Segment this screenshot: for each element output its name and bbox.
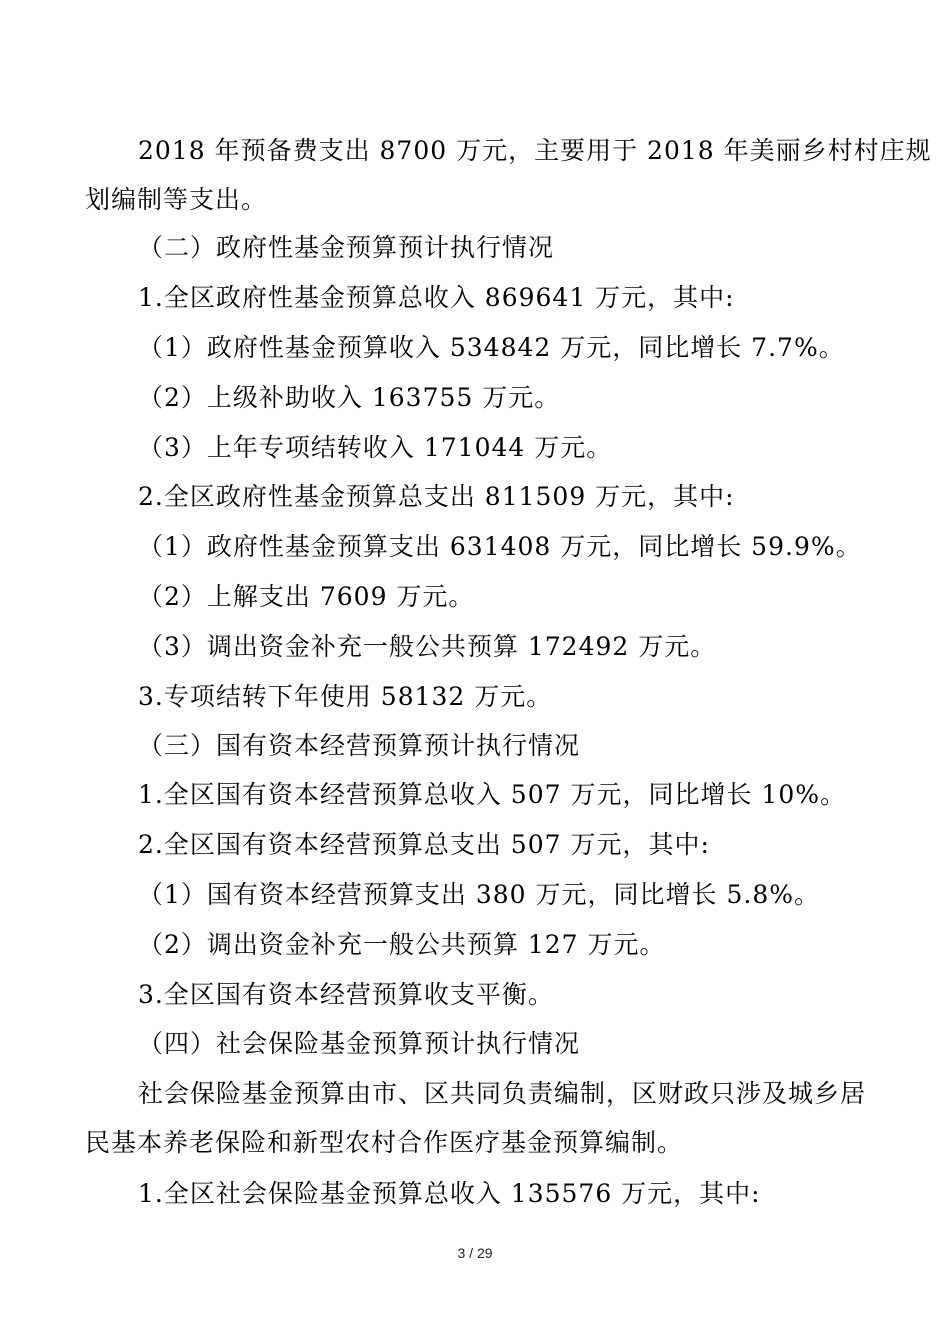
paragraph-reserve-fund: 2018 年预备费支出 8700 万元，主要用于 2018 年美丽乡村村庄规: [138, 136, 932, 165]
subitem-transfer-general-budget-2: （2）调出资金补充一般公共预算 127 万元。: [138, 930, 666, 959]
subitem-state-capital-spending: （1）国有资本经营预算支出 380 万元，同比增长 5.8%。: [138, 880, 820, 909]
subitem-carryover-income: （3）上年专项结转收入 171044 万元。: [138, 433, 613, 462]
subitem-remittance: （2）上解支出 7609 万元。: [138, 582, 475, 611]
item-gov-fund-total-income: 1.全区政府性基金预算总收入 869641 万元，其中:: [138, 283, 735, 312]
item-state-capital-expenditure: 2.全区国有资本经营预算总支出 507 万元，其中:: [138, 830, 710, 859]
item-state-capital-income: 1.全区国有资本经营预算总收入 507 万元，同比增长 10%。: [138, 780, 846, 809]
paragraph-reserve-fund-cont: 划编制等支出。: [85, 185, 268, 214]
section-heading-social-insurance: （四）社会保险基金预算预计执行情况: [138, 1029, 581, 1058]
section-heading-state-capital: （三）国有资本经营预算预计执行情况: [138, 731, 581, 760]
item-social-insurance-income: 1.全区社会保险基金预算总收入 135576 万元，其中:: [138, 1179, 761, 1208]
subitem-superior-subsidy: （2）上级补助收入 163755 万元。: [138, 383, 561, 412]
section-heading-gov-fund: （二）政府性基金预算预计执行情况: [138, 233, 555, 262]
item-state-capital-balance: 3.全区国有资本经营预算收支平衡。: [138, 980, 554, 1009]
page-number: 3 / 29: [457, 1245, 493, 1261]
item-carryover-next-year: 3.专项结转下年使用 58132 万元。: [138, 682, 553, 711]
subitem-gov-fund-expenditure: （1）政府性基金预算支出 631408 万元，同比增长 59.9%。: [138, 532, 862, 561]
paragraph-social-insurance-cont: 民基本养老保险和新型农村合作医疗基金预算编制。: [85, 1128, 684, 1157]
item-gov-fund-total-expenditure: 2.全区政府性基金预算总支出 811509 万元，其中:: [138, 482, 735, 511]
subitem-transfer-general-budget: （3）调出资金补充一般公共预算 172492 万元。: [138, 632, 717, 661]
paragraph-social-insurance: 社会保险基金预算由市、区共同负责编制，区财政只涉及城乡居: [138, 1079, 867, 1108]
subitem-gov-fund-income: （1）政府性基金预算收入 534842 万元，同比增长 7.7%。: [138, 333, 845, 362]
